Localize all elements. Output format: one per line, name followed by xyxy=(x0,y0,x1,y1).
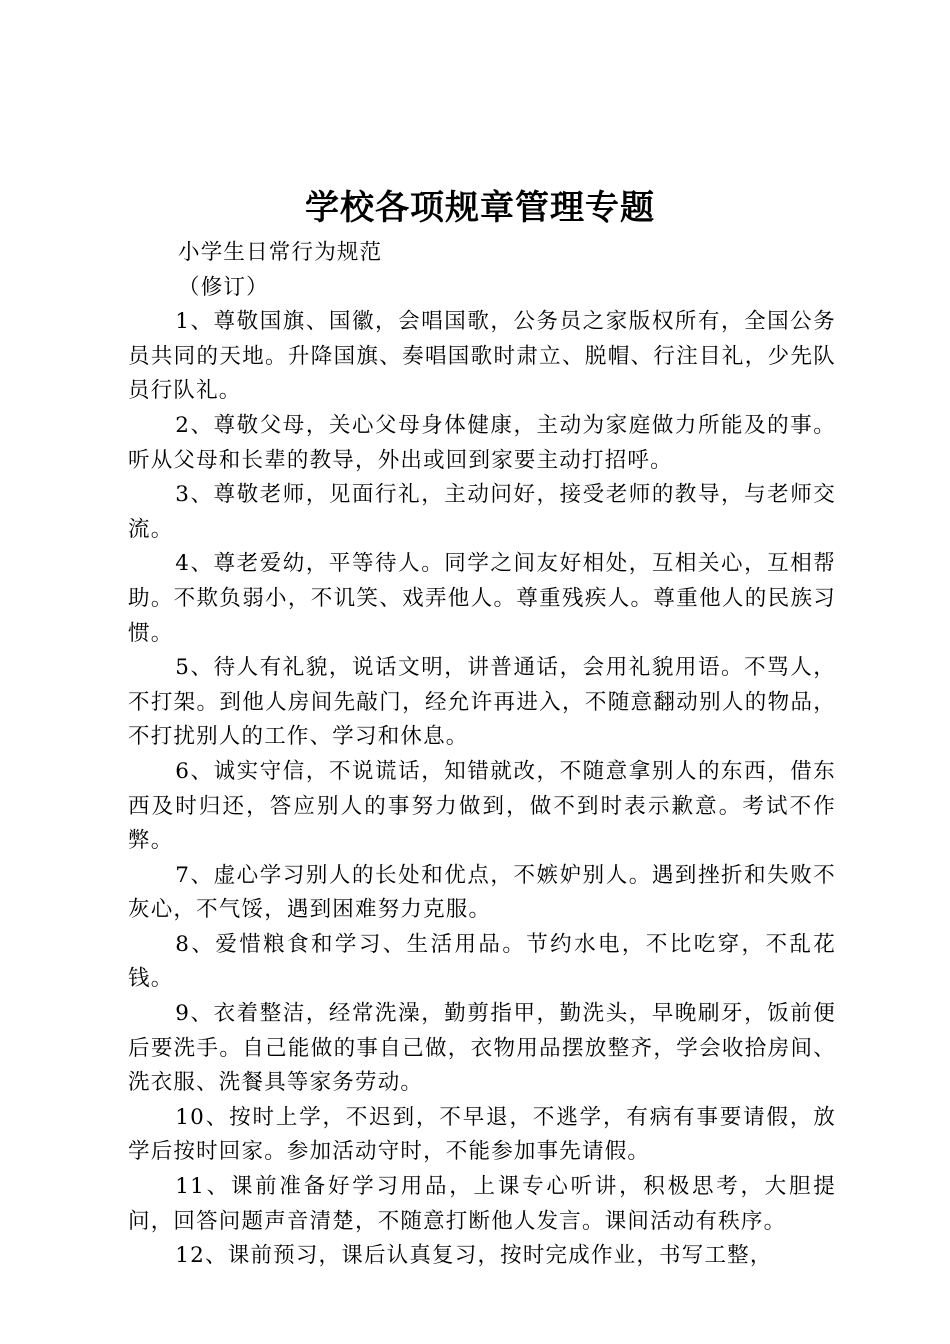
document-subtitle: 小学生日常行为规范 xyxy=(178,240,383,265)
document-body xyxy=(128,236,836,1274)
paragraph-6: 6、诚实守信，不说谎话，知错就改，不随意拿别人的东西，借东西及时归还，答应别人的事努力做到，做不到时表示歉意。考试不作弊。 xyxy=(128,758,836,854)
document-title: 学校各项规章管理专题 xyxy=(305,188,655,228)
paragraph-11: 11、课前准备好学习用品，上课专心听讲，积极思考，大胆提问，回答问题声音清楚，不随意打断他人发言。课间活动有秩序。 xyxy=(128,1174,836,1234)
paragraph-1: 1、尊敬国旗、国徽，会唱国歌，公务员之家版权所有，全国公务员共同的天地。升降国旗、奏唱国歌时肃立、脱帽、行注目礼，少先队员行队礼。 xyxy=(128,309,836,404)
paragraph-5: 5、待人有礼貌，说话文明，讲普通话，会用礼貌用语。不骂人，不打架。到他人房间先敲门，经允许再进入，不随意翻动别人的物品，不打扰别人的工作、学习和休息。 xyxy=(128,655,836,750)
paragraph-12: 12、课前预习，课后认真复习，按时完成作业，书写工整， xyxy=(175,1243,773,1269)
paragraph-7: 7、虚心学习别人的长处和优点，不嫉妒别人。遇到挫折和失败不灰心，不气馁，遇到困难努力克服。 xyxy=(128,862,836,923)
paragraph-2: 2、尊敬父母，关心父母身体健康，主动为家庭做力所能及的事。听从父母和长辈的教导，外出或回到家要主动打招呼。 xyxy=(128,412,836,473)
revision-note: （修订） xyxy=(178,274,269,300)
paragraph-9: 9、衣着整洁，经常洗澡，勤剪指甲，勤洗头，早晚刷牙，饭前便后要洗手。自己能做的事自己做，衣物用品摆放整齐，学会收拾房间、洗衣服、洗餐具等家务劳动。 xyxy=(128,1001,836,1096)
paragraph-8: 8、爱惜粮食和学习、生活用品。节约水电，不比吃穿，不乱花钱。 xyxy=(128,931,836,992)
paragraph-3: 3、尊敬老师，见面行礼，主动问好，接受老师的教导，与老师交流。 xyxy=(128,482,836,542)
paragraph-4: 4、尊老爱幼，平等待人。同学之间友好相处，互相关心，互相帮助。不欺负弱小，不讥笑、戏弄他人。尊重残疾人。尊重他人的民族习惯。 xyxy=(128,551,836,646)
paragraph-10: 10、按时上学，不迟到，不早退，不逃学，有病有事要请假，放学后按时回家。参加活动守时，不能参加事先请假。 xyxy=(128,1104,836,1165)
